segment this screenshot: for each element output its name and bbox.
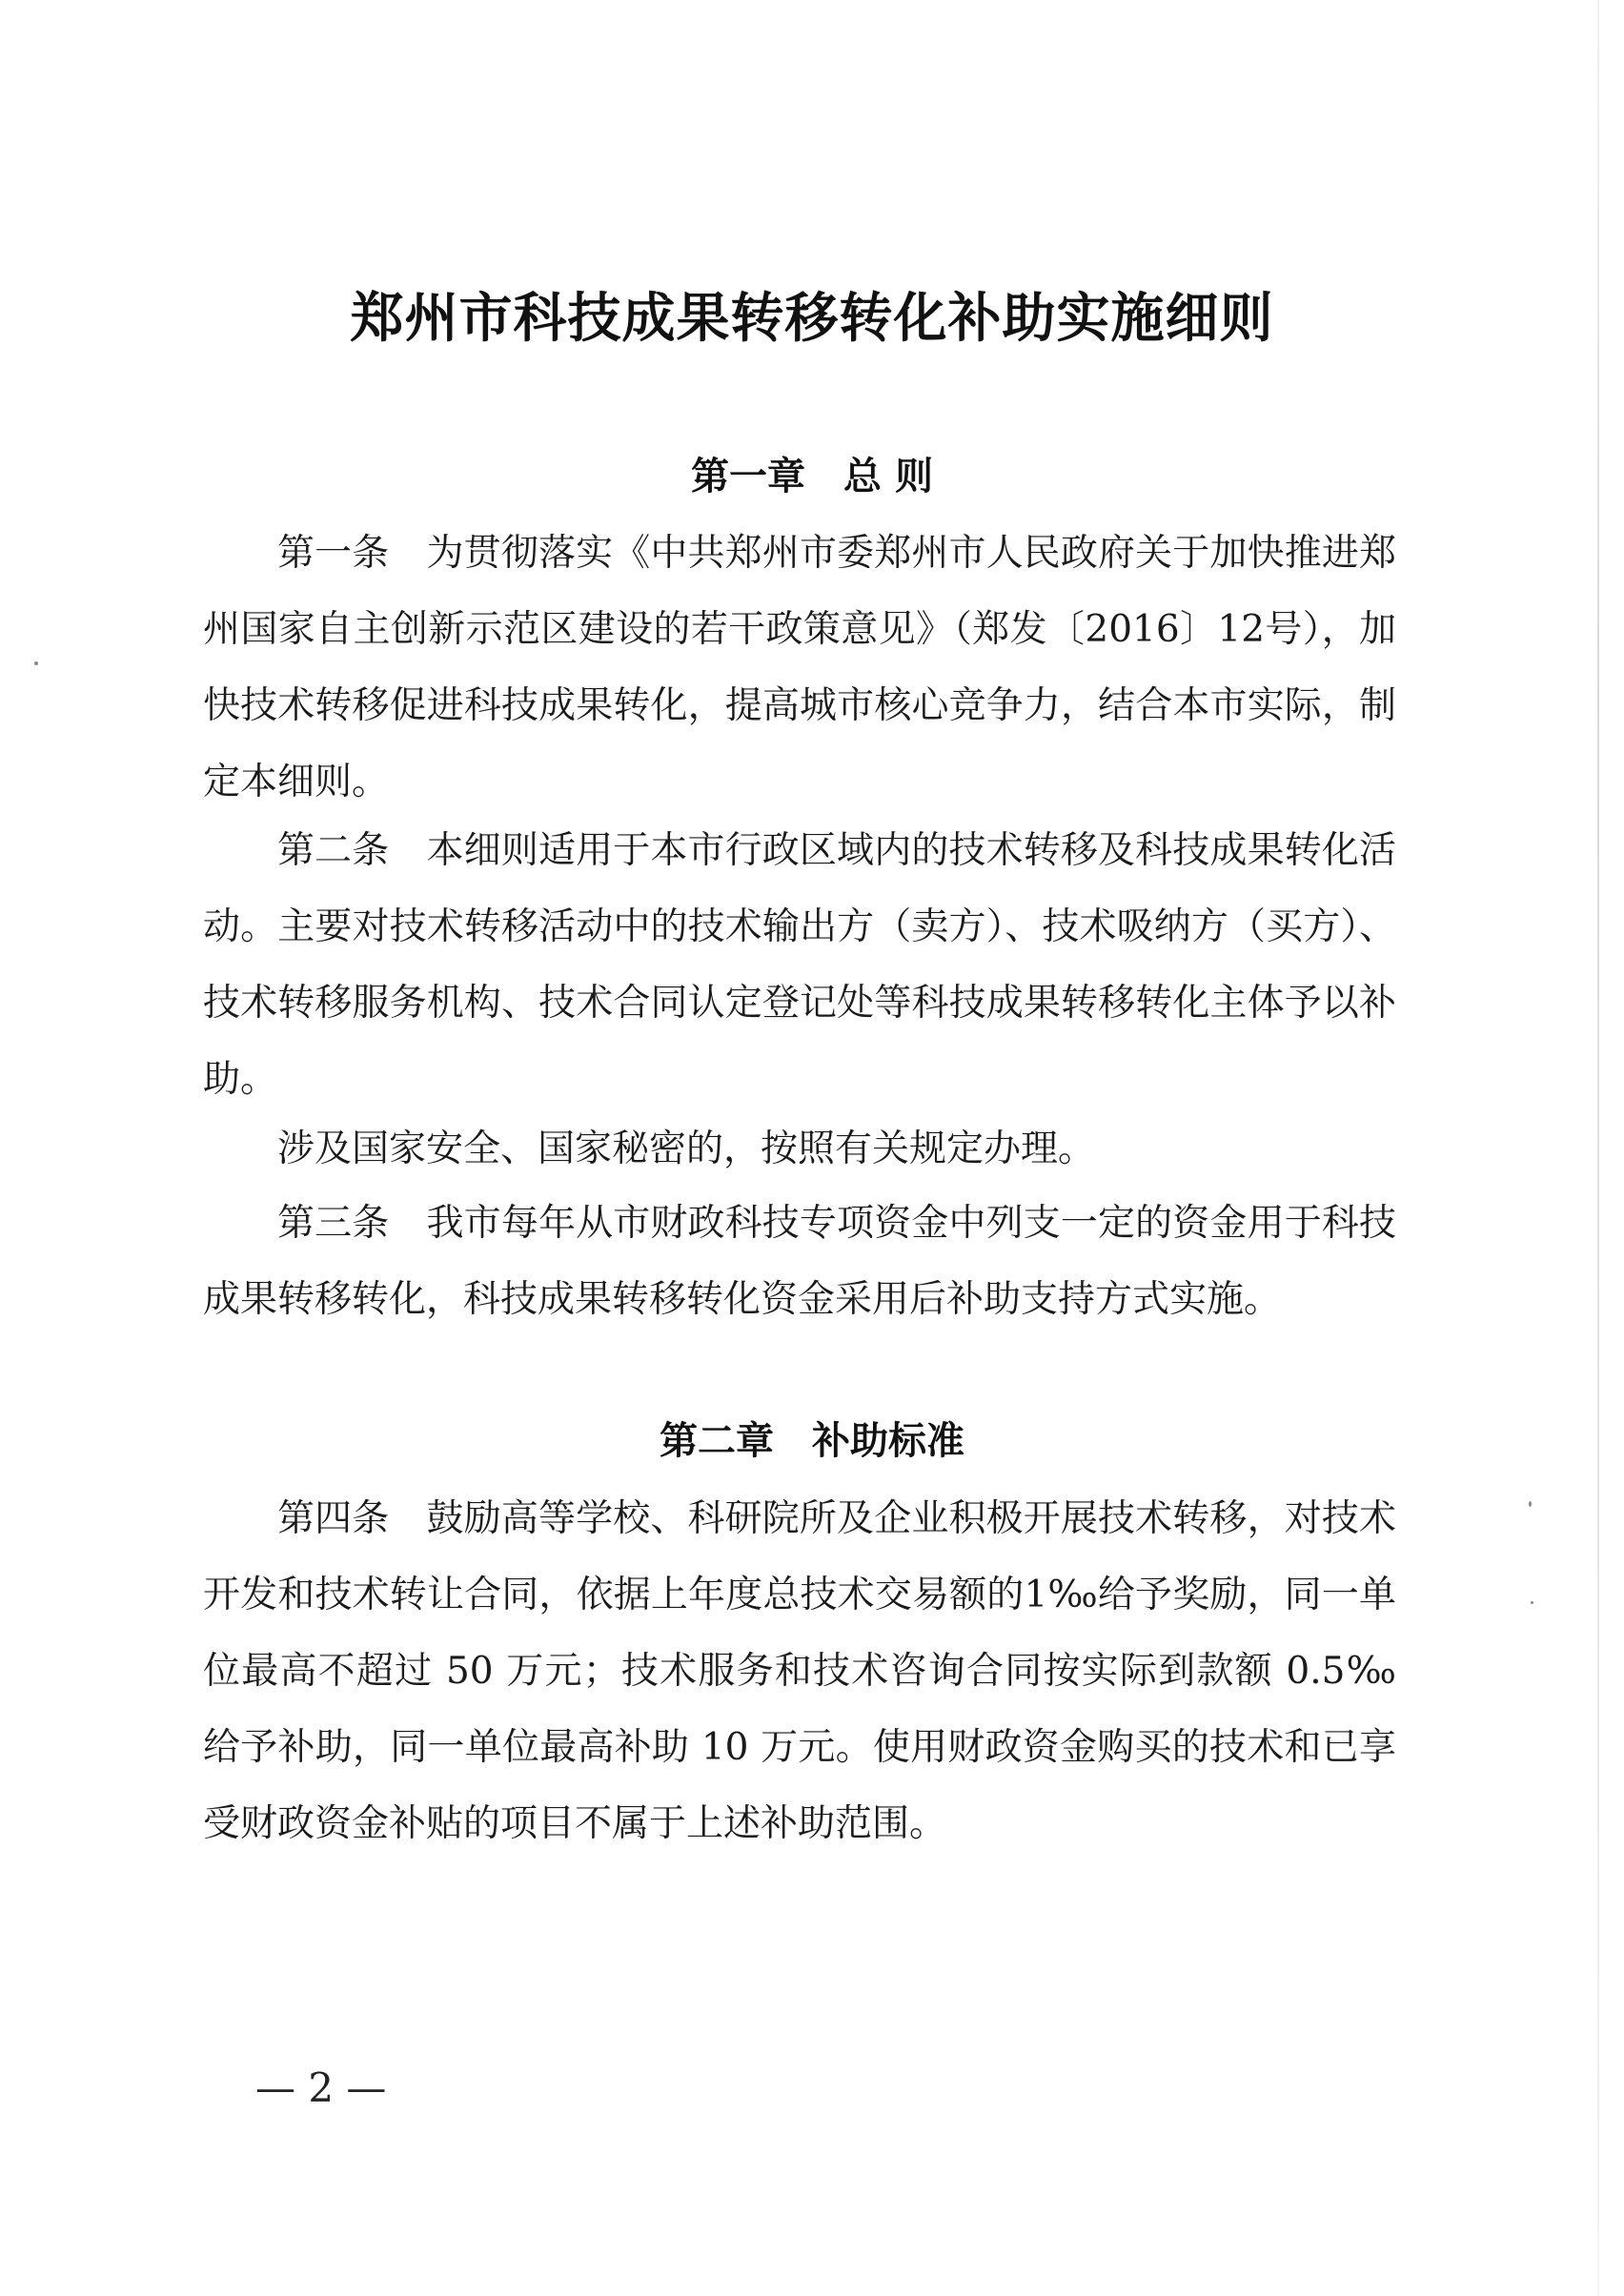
article-2-supplement: 涉及国家安全、国家秘密的，按照有关规定办理。 <box>277 1128 1096 1170</box>
scan-speck <box>1529 1501 1532 1507</box>
article-4: 第四条 鼓励高等学校、科研院所及企业积极开展技术转移，对技术开发和技术转让合同，依据上年度总技术交易额的1‰给予奖励，同一单位最高不超过 50 万元；技术服务和技术咨询合同按实际到款额 0.5‰给予补助，同一单位最高补助 10 万元。使用财政资金购买的技术和已享受财政资金补贴的项目不属于上述补助范围。 <box>203 1497 1396 1845</box>
chapter-heading-subsidy-standard: 第二章 补助标准 <box>660 1419 964 1463</box>
page-number: — 2 — <box>255 2064 387 2111</box>
article-1: 第一条 为贯彻落实《中共郑州市委郑州市人民政府关于加快推进郑州国家自主创新示范区建设的若干政策意见》（郑发〔2016〕12号），加快技术转移促进科技成果转化，提高城市核心竞争力，结合本市实际，制定本细则。 <box>203 532 1396 803</box>
document-title: 郑州市科技成果转移转化补助实施细则 <box>350 287 1274 350</box>
scan-speck <box>34 661 38 665</box>
article-3: 第三条 我市每年从市财政科技专项资金中列支一定的资金用于科技成果转移转化，科技成果转移转化资金采用后补助支持方式实施。 <box>203 1202 1396 1321</box>
chapter-heading-general: 第一章 总 则 <box>691 455 933 498</box>
article-2: 第二条 本细则适用于本市行政区域内的技术转移及科技成果转化活动。主要对技术转移活动中的技术输出方（卖方）、技术吸纳方（买方）、技术转移服务机构、技术合同认定登记处等科技成果转移转化主体予以补助。 <box>203 829 1396 1101</box>
scan-speck <box>1531 1601 1533 1604</box>
